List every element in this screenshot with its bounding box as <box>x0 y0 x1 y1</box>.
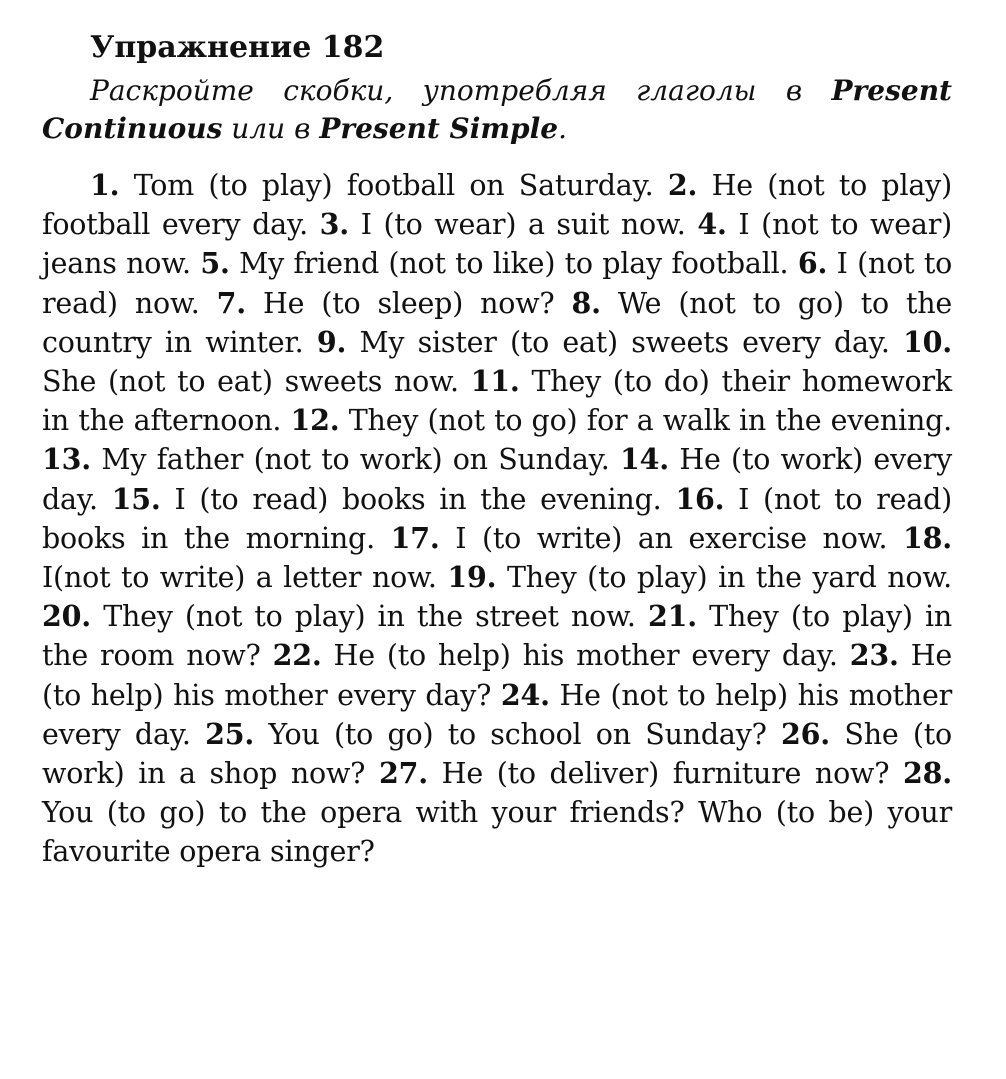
item-text: He (to work) every day. <box>42 443 952 516</box>
exercise-item <box>291 404 953 437</box>
exercise-item <box>42 600 636 633</box>
item-text: He (to sleep) now? <box>263 286 555 320</box>
exercise-item <box>317 326 890 359</box>
item-number: 26. <box>781 716 831 751</box>
item-number: 28. <box>903 756 953 791</box>
item-text: My sister (to eat) sweets every day. <box>359 325 890 359</box>
item-text: I (not to read) books in the morning. <box>42 482 953 555</box>
item-text: I (to wear) a suit now. <box>360 208 686 242</box>
item-text: Tom (to play) football on Saturday. <box>133 169 654 202</box>
item-text: He (to help) his mother every day. <box>333 639 838 673</box>
item-text: We (not to go) to the country in winter. <box>42 286 953 359</box>
item-text: They (to play) in the yard now. <box>507 561 953 595</box>
item-number: 7. <box>216 285 247 320</box>
item-text: They (to play) in the room now? <box>42 600 953 673</box>
item-text: They (not to go) for a walk in the evening. <box>348 404 953 438</box>
item-number: 24. <box>500 677 550 712</box>
item-text: He (not to play) football every day. <box>42 169 953 242</box>
item-text: I (not to read) now. <box>42 247 953 320</box>
exercise-item <box>391 522 888 555</box>
exercise-page <box>42 28 952 872</box>
item-text: You (to go) to school on Sunday? <box>268 717 767 751</box>
exercise-item <box>42 443 610 476</box>
item-number: 4. <box>697 207 727 242</box>
exercise-item <box>320 208 686 241</box>
exercise-item <box>205 718 767 751</box>
exercise-item <box>217 287 555 320</box>
instruction-text-2: или в <box>222 112 320 145</box>
item-number: 5. <box>200 246 230 281</box>
tense-present-simple: Present Simple <box>319 112 559 145</box>
item-number: 11. <box>470 364 520 399</box>
exercise-item <box>112 483 662 516</box>
item-number: 19. <box>447 560 497 595</box>
item-text: My friend (not to like) to play football. <box>239 247 789 281</box>
instruction-text-1: Раскройте скобки, употребляя глаголы в <box>90 74 832 107</box>
instruction-text-3: . <box>558 112 567 145</box>
exercise-body <box>42 166 952 872</box>
item-number: 17. <box>390 520 440 555</box>
item-number: 3. <box>319 207 349 242</box>
exercise-item <box>273 639 838 672</box>
item-text: My father (not to work) on Sunday. <box>101 443 610 477</box>
item-number: 13. <box>42 442 91 477</box>
item-number: 16. <box>675 481 725 516</box>
item-number: 8. <box>571 285 601 320</box>
item-text: I(not to write) a letter now. <box>42 561 437 595</box>
item-number: 27. <box>378 756 428 791</box>
exercise-item <box>200 247 788 280</box>
item-number: 9. <box>316 324 347 359</box>
exercise-item <box>447 561 952 594</box>
item-number: 10. <box>903 324 953 359</box>
item-number: 1. <box>90 168 120 202</box>
tense-present-continuous: Present Continuous <box>42 74 952 145</box>
item-number: 20. <box>42 599 91 634</box>
item-number: 18. <box>903 520 952 555</box>
item-text: He (not to help) his mother every day. <box>42 678 953 751</box>
item-number: 22. <box>272 638 322 673</box>
item-number: 6. <box>797 246 828 281</box>
item-number: 15. <box>111 481 161 516</box>
item-number: 21. <box>647 599 697 634</box>
item-text: I (to write) an exercise now. <box>455 521 888 555</box>
item-text: They (not to play) in the street now. <box>103 600 636 634</box>
item-text: He (to help) his mother every day? <box>42 639 953 712</box>
item-text: You (to go) to the opera with your friends? Who (to be) your favourite opera singer? <box>42 796 952 869</box>
item-number: 25. <box>205 716 255 751</box>
exercise-title: Упражнение 182 <box>90 30 385 65</box>
item-number: 14. <box>620 442 669 477</box>
item-text: They (to do) their homework in the afternoon. <box>42 365 952 438</box>
item-number: 12. <box>290 403 340 438</box>
exercise-item <box>379 757 889 790</box>
item-text: I (not to wear) jeans now. <box>42 208 953 281</box>
item-text: I (to read) books in the evening. <box>174 482 662 516</box>
item-text: She (to work) in a shop now? <box>42 717 952 791</box>
exercise-item <box>90 169 654 202</box>
item-text: He (to deliver) furniture now? <box>441 757 890 791</box>
item-text: She (not to eat) sweets now. <box>42 365 459 399</box>
item-number: 23. <box>849 638 899 673</box>
item-number: 2. <box>667 168 698 202</box>
exercise-instruction <box>42 72 952 148</box>
